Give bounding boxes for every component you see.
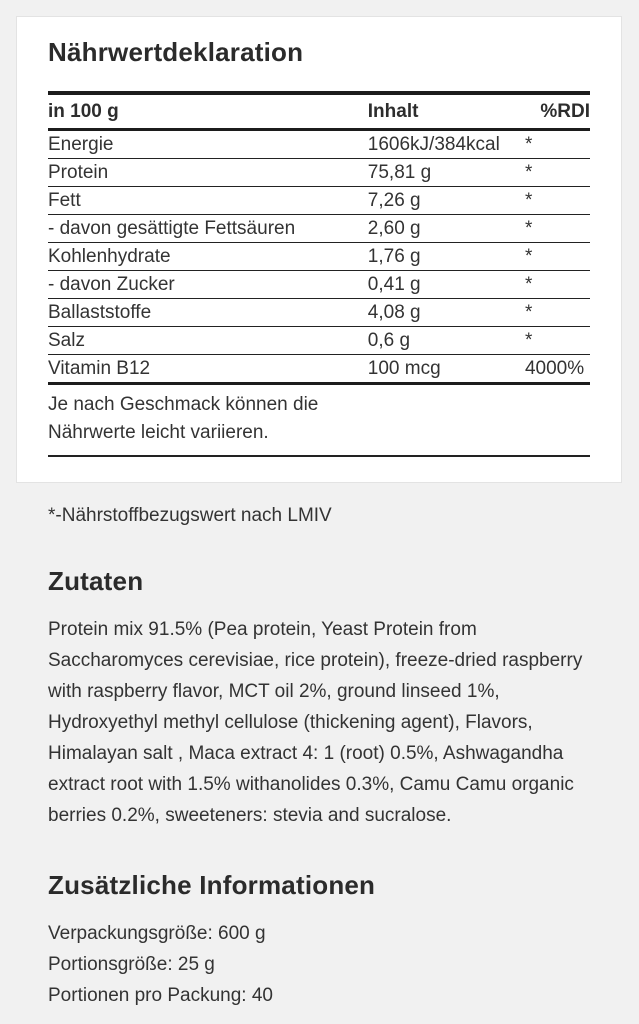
nutrient-value: 75,81 g (368, 159, 525, 187)
product-info-page (0, 16, 639, 1024)
table-row (48, 187, 590, 215)
additional-info-section (0, 870, 639, 1011)
ingredients-text: Protein mix 91.5% (Pea protein, Yeast Protein from Saccharomyces cerevisiae, rice protein), freeze-dried raspberry with raspberry flavor, MCT oil 2%, ground linseed 1%, Hydroxyethyl methyl cellulose (thickening agent), Flavors, Himalayan salt , Maca extract 4: 1 (root) 0.5%, Ashwagandha extract root with 1.5% withanolides 0.3%, Camu Camu organic berries 0.2%, sweeteners: stevia and sucralose. (48, 619, 583, 826)
table-row (48, 159, 590, 187)
nutrient-rdi: * (525, 243, 590, 271)
nutrient-rdi: * (525, 130, 590, 159)
nutrient-label: - davon Zucker (48, 271, 368, 299)
ingredients-heading: Zutaten (48, 566, 144, 596)
nutrition-table (48, 91, 590, 457)
nutrient-label: Kohlenhydrate (48, 243, 368, 271)
table-row (48, 299, 590, 327)
nutrient-label: - davon gesättigte Fettsäuren (48, 215, 368, 243)
nutrient-label: Protein (48, 159, 368, 187)
nutrient-rdi: * (525, 215, 590, 243)
nutrient-value: 1,76 g (368, 243, 525, 271)
nutrient-value: 0,41 g (368, 271, 525, 299)
additional-info-heading: Zusätzliche Informationen (48, 870, 376, 900)
column-header-inhalt: Inhalt (368, 93, 525, 130)
nutrient-value: 2,60 g (368, 215, 525, 243)
column-header-rdi: %RDI (525, 93, 590, 130)
nutrient-value: 4,08 g (368, 299, 525, 327)
nutrient-rdi: * (525, 159, 590, 187)
table-row (48, 130, 590, 159)
table-row (48, 215, 590, 243)
package-size-line: Verpackungsgröße: 600 g (48, 923, 266, 944)
nutrient-rdi: * (525, 299, 590, 327)
table-row (48, 271, 590, 299)
taste-variation-note: Je nach Geschmack können die Nährwerte leicht variieren. (48, 394, 319, 443)
additional-info-lines (48, 918, 591, 1011)
nutrition-panel (16, 16, 622, 483)
nutrient-label: Vitamin B12 (48, 355, 368, 384)
nutrient-label: Salz (48, 327, 368, 355)
nutrient-value: 1606kJ/384kcal (368, 130, 525, 159)
portions-per-pack-line: Portionen pro Packung: 40 (48, 985, 273, 1006)
rdi-reference-footnote: *-Nährstoffbezugswert nach LMIV (48, 505, 332, 526)
nutrient-value: 100 mcg (368, 355, 525, 384)
table-row (48, 327, 590, 355)
nutrient-value: 0,6 g (368, 327, 525, 355)
table-note-row (48, 384, 590, 457)
nutrient-rdi: 4000% (525, 355, 590, 384)
table-row (48, 243, 590, 271)
column-header-per-100g: in 100 g (48, 93, 368, 130)
nutrient-label: Energie (48, 130, 368, 159)
portion-size-line: Portionsgröße: 25 g (48, 954, 215, 975)
nutrition-panel-title: Nährwertdeklaration (48, 37, 304, 67)
table-row (48, 355, 590, 384)
nutrient-label: Ballaststoffe (48, 299, 368, 327)
nutrient-rdi: * (525, 271, 590, 299)
nutrient-rdi: * (525, 327, 590, 355)
nutrient-rdi: * (525, 187, 590, 215)
table-header-row (48, 93, 590, 130)
nutrient-label: Fett (48, 187, 368, 215)
ingredients-section (0, 566, 639, 831)
nutrient-value: 7,26 g (368, 187, 525, 215)
